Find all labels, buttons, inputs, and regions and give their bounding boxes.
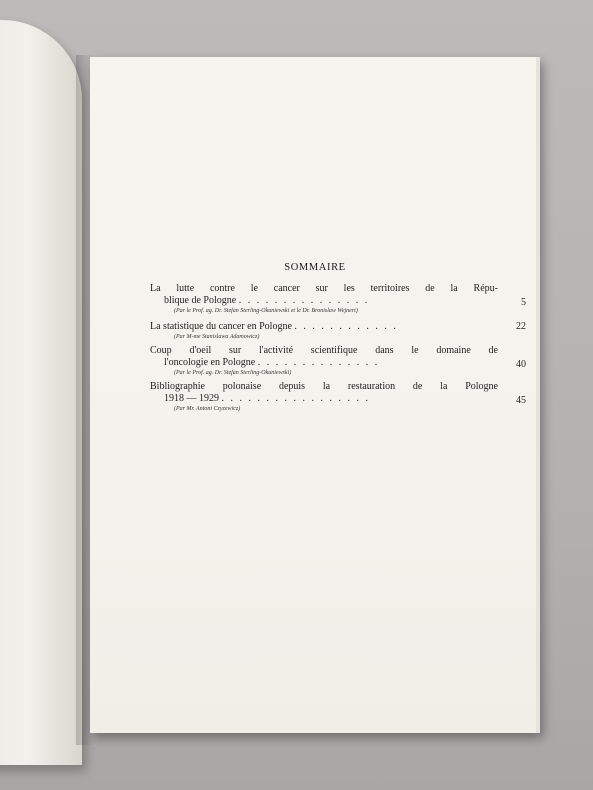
toc-entry-title-line1: Bibliographie polonaise depuis la restauration de la Pologne (150, 381, 498, 392)
toc-entry-author: (Par le Prof. ag. Dr. Stefan Sterling-Okuniewski et le Dr. Bronislaw Wejnert) (174, 308, 358, 314)
toc-entry (150, 345, 526, 377)
toc-entry-author: (Par Mr. Antoni Czyzewicz) (174, 406, 241, 412)
leader-dots: . . . . . . . . . . . . . . (257, 357, 380, 368)
toc-entry-title-line2-text: l'oncologie en Pologne (164, 357, 256, 368)
toc-page-number: 22 (516, 321, 526, 332)
toc-entry (150, 321, 526, 341)
toc-entry-title-line2 (150, 393, 498, 405)
toc-entry-title-line2 (150, 357, 498, 369)
leader-dots: . . . . . . . . . . . . . . . . . (221, 393, 370, 404)
toc-page-number: 5 (521, 297, 526, 308)
toc-entry-title-line2 (150, 295, 498, 307)
toc-page-number: 40 (516, 359, 526, 370)
leader-dots: . . . . . . . . . . . . (294, 321, 398, 332)
leader-dots: . . . . . . . . . . . . . . . (238, 295, 370, 306)
toc-entry-author: (Par M-me Stanislawa Adamowicz) (174, 334, 260, 340)
toc-entry (150, 381, 526, 413)
toc-entry-author: (Par le Prof. ag. Dr. Stefan Sterling-Okuniewski) (174, 370, 292, 376)
toc-entry (150, 283, 526, 315)
toc-entry-title-line1 (150, 321, 498, 333)
document-page (90, 57, 540, 733)
left-page (0, 20, 82, 765)
toc-entry-title-line1: La lutte contre le cancer sur les territoires de la Répu- (150, 283, 498, 294)
toc-entry-title-line2-text: blique de Pologne (164, 295, 237, 306)
toc-page-number: 45 (516, 395, 526, 406)
page-edge (536, 57, 540, 733)
toc-entry-title-line1: Coup d'oeil sur l'activité scientifique dans le domaine de (150, 345, 498, 356)
toc-entry-title-line2-text: 1918 — 1929 (164, 393, 219, 404)
toc-entry-title-text: La statistique du cancer en Pologne (150, 321, 292, 332)
toc-title: SOMMAIRE (284, 262, 346, 273)
